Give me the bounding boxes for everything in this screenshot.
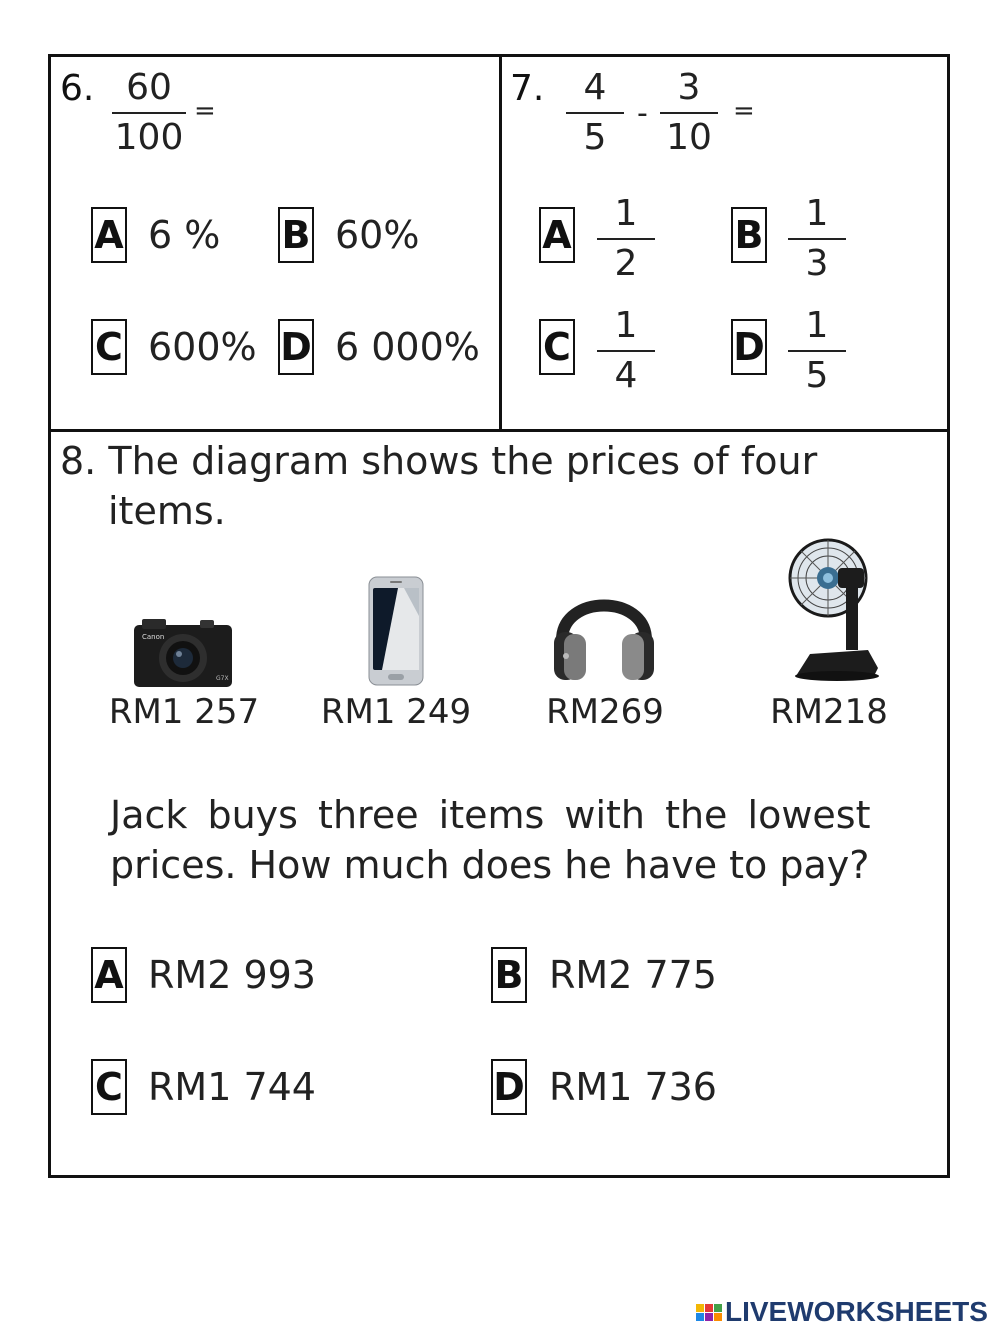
q7-number: 7.: [510, 68, 545, 109]
q7-option-b-numerator: 1: [805, 193, 829, 234]
q7-minus: -: [637, 96, 648, 131]
q6-option-b-box[interactable]: B: [278, 207, 314, 263]
price-camera: RM1 257: [108, 692, 260, 732]
brand-name: LIVEWORKSHEETS: [725, 1296, 988, 1327]
q8-option-c-text: RM1 744: [148, 1065, 316, 1109]
q7-left-denominator: 5: [583, 117, 607, 158]
price-fan: RM218: [770, 692, 888, 732]
q8-intro-line1: The diagram shows the prices of four: [108, 439, 818, 483]
fraction-bar: [597, 238, 655, 240]
q8-number: 8.: [60, 439, 97, 483]
price-smartphone: RM1 249: [320, 692, 472, 732]
q7-equals: =: [733, 96, 755, 126]
price-headphones: RM269: [546, 692, 664, 732]
fraction-bar: [788, 238, 846, 240]
q7-option-b-denominator: 3: [805, 243, 829, 284]
q7-right-numerator: 3: [677, 67, 701, 108]
q7-option-b-fraction: [788, 193, 846, 284]
fraction-bar: [112, 112, 186, 114]
q7-left-fraction: [566, 67, 624, 158]
q6-option-a-box[interactable]: A: [91, 207, 127, 263]
q6-option-b-text: 60%: [335, 213, 420, 257]
q7-option-b-box[interactable]: B: [731, 207, 767, 263]
q8-option-c-box[interactable]: C: [91, 1059, 127, 1115]
q8-question-line2: prices. How much does he have to pay?: [110, 843, 870, 887]
q7-option-c-box[interactable]: C: [539, 319, 575, 375]
q7-option-a-numerator: 1: [614, 193, 638, 234]
fraction-bar: [597, 350, 655, 352]
q8-option-b-text: RM2 775: [549, 953, 717, 997]
q8-option-b-box[interactable]: B: [491, 947, 527, 1003]
q7-option-c-numerator: 1: [614, 305, 638, 346]
q8-question: [110, 790, 918, 890]
fan-icon: [782, 538, 880, 682]
q7-option-d-numerator: 1: [805, 305, 829, 346]
q6-equals: =: [194, 96, 216, 126]
q8-option-d-box[interactable]: D: [491, 1059, 527, 1115]
q8-option-d-text: RM1 736: [549, 1065, 717, 1109]
q7-right-fraction: [660, 67, 718, 158]
q8-intro: [60, 436, 920, 536]
logo-icon: [696, 1304, 722, 1321]
fraction-bar: [788, 350, 846, 352]
q6-option-c-text: 600%: [148, 325, 257, 369]
q8-question-line1: Jack buys three items with the lowest: [110, 793, 871, 837]
q8-option-a-box[interactable]: A: [91, 947, 127, 1003]
q7-option-c-fraction: [597, 305, 655, 396]
q6-option-c-box[interactable]: C: [91, 319, 127, 375]
q6-denominator: 100: [114, 117, 184, 158]
q6-number: 6.: [60, 68, 95, 109]
q8-option-a-text: RM2 993: [148, 953, 316, 997]
q7-option-d-box[interactable]: D: [731, 319, 767, 375]
fraction-bar: [660, 112, 718, 114]
camera-icon: [132, 617, 234, 689]
q7-option-a-box[interactable]: A: [539, 207, 575, 263]
svg-text:G7X: G7X: [216, 675, 229, 682]
q6-option-d-box[interactable]: D: [278, 319, 314, 375]
q8-intro-line2: items.: [108, 489, 226, 533]
liveworksheets-watermark: [696, 1296, 988, 1328]
smartphone-icon: [368, 576, 424, 686]
q7-option-a-fraction: [597, 193, 655, 284]
q7-option-c-denominator: 4: [614, 355, 638, 396]
q6-fraction: [112, 67, 186, 158]
q7-option-d-denominator: 5: [805, 355, 829, 396]
q7-option-d-fraction: [788, 305, 846, 396]
q6-option-a-text: 6 %: [148, 213, 221, 257]
headphones-icon: [552, 574, 656, 684]
q6-option-d-text: 6 000%: [335, 325, 480, 369]
q7-right-denominator: 10: [666, 117, 712, 158]
q7-left-numerator: 4: [583, 67, 607, 108]
fraction-bar: [566, 112, 624, 114]
svg-text:Canon: Canon: [142, 633, 165, 641]
q7-option-a-denominator: 2: [614, 243, 638, 284]
q6-numerator: 60: [126, 67, 172, 108]
